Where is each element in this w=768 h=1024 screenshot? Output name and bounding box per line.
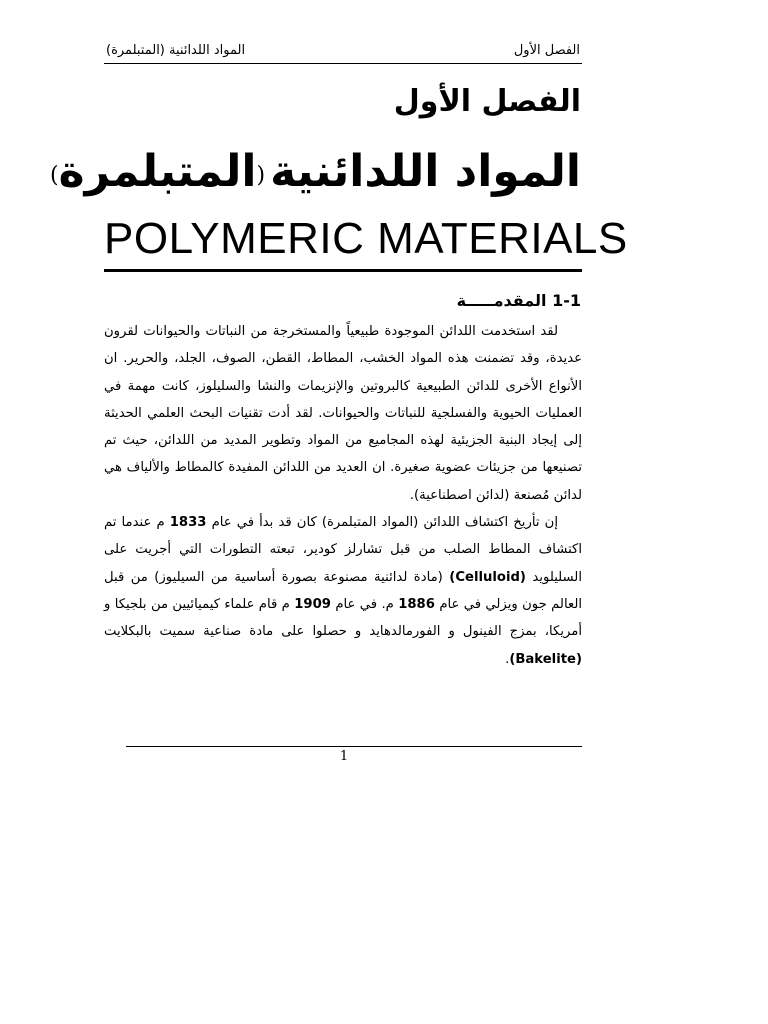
main-title-paren-open: ( bbox=[256, 163, 266, 188]
english-title: POLYMERIC MATERIALS bbox=[104, 214, 628, 263]
footer-divider bbox=[126, 746, 582, 747]
history-term-celluloid: (Celluloid) bbox=[449, 569, 526, 585]
main-title-paren-close: ) bbox=[50, 163, 59, 188]
history-text-e: م قام علماء كيميائيين من بلجيكا و أمريكا، بمزج الفينول و الفورمالدهايد و حصلوا على مادة صناعية سميت بالبكلايت bbox=[104, 596, 582, 640]
title-divider bbox=[104, 269, 582, 272]
history-text-b: م عندما تم اكتشاف المطاط الصلب من قبل تشارلز كودير، تبعته التطورات التي أجريت على السليلويد bbox=[104, 515, 582, 585]
history-term-bakelite: (Bakelite) bbox=[509, 651, 582, 667]
chapter-title: الفصل الأول bbox=[393, 84, 581, 119]
main-title bbox=[50, 146, 581, 197]
section-number: 1-1 bbox=[552, 291, 581, 310]
main-title-part1: المواد اللدائنية bbox=[270, 146, 581, 197]
history-year-1909: 1909 bbox=[294, 596, 331, 612]
body-text bbox=[104, 318, 582, 673]
running-header-chapter: الفصل الأول bbox=[513, 42, 580, 58]
main-title-part2: المتبلمرة bbox=[58, 146, 257, 197]
section-heading bbox=[457, 291, 581, 310]
running-header-book-title: المواد اللدائنية (المتبلمرة) bbox=[106, 42, 246, 58]
paragraph-history bbox=[104, 509, 582, 673]
section-title: المقدمـــــة bbox=[456, 291, 547, 310]
running-header bbox=[106, 40, 580, 60]
history-text-c: (مادة لدائنية مصنوعة بصورة أساسية من السيليوز) من قبل العالم جون ويزلي في عام bbox=[104, 569, 583, 612]
history-year-1886: 1886 bbox=[398, 596, 435, 612]
header-divider bbox=[104, 63, 582, 64]
paragraph-intro: لقد استخدمت اللدائن الموجودة طبيعياً والمستخرجة من النباتات والحيوانات لقرون عديدة، وقد تضمنت هذه المواد الخشب، المطاط، القطن، الصوف، الجلد، والحرير. ان الأنواع الأخرى للدائن الطبيعية كالبروتين والإنزيمات والنشا والسليلوز، كانت مهمة في العمليات الحيوية والفسلجية للنباتات والحيوانات. لقد أدت تقنيات البحث العلمي الحديثة إلى إيجاد البنية الجزيئية لهذه المجاميع من المواد وتطوير المديد من اللدائن، حيث تم تصنيعها من جزيئات عضوية صغيرة. ان العديد من اللدائن المفيدة كالمطاط والألياف هي لدائن مُصنعة (لدائن اصطناعية). bbox=[104, 324, 582, 503]
page-number: 1 bbox=[339, 749, 349, 764]
history-text-a: إن تأريخ اكتشاف اللدائن (المواد المتبلمرة) كان قد بدأ في عام bbox=[211, 515, 558, 531]
history-text-d: م. في عام bbox=[335, 596, 394, 612]
history-year-1833: 1833 bbox=[169, 515, 207, 531]
history-end: . bbox=[505, 651, 510, 667]
